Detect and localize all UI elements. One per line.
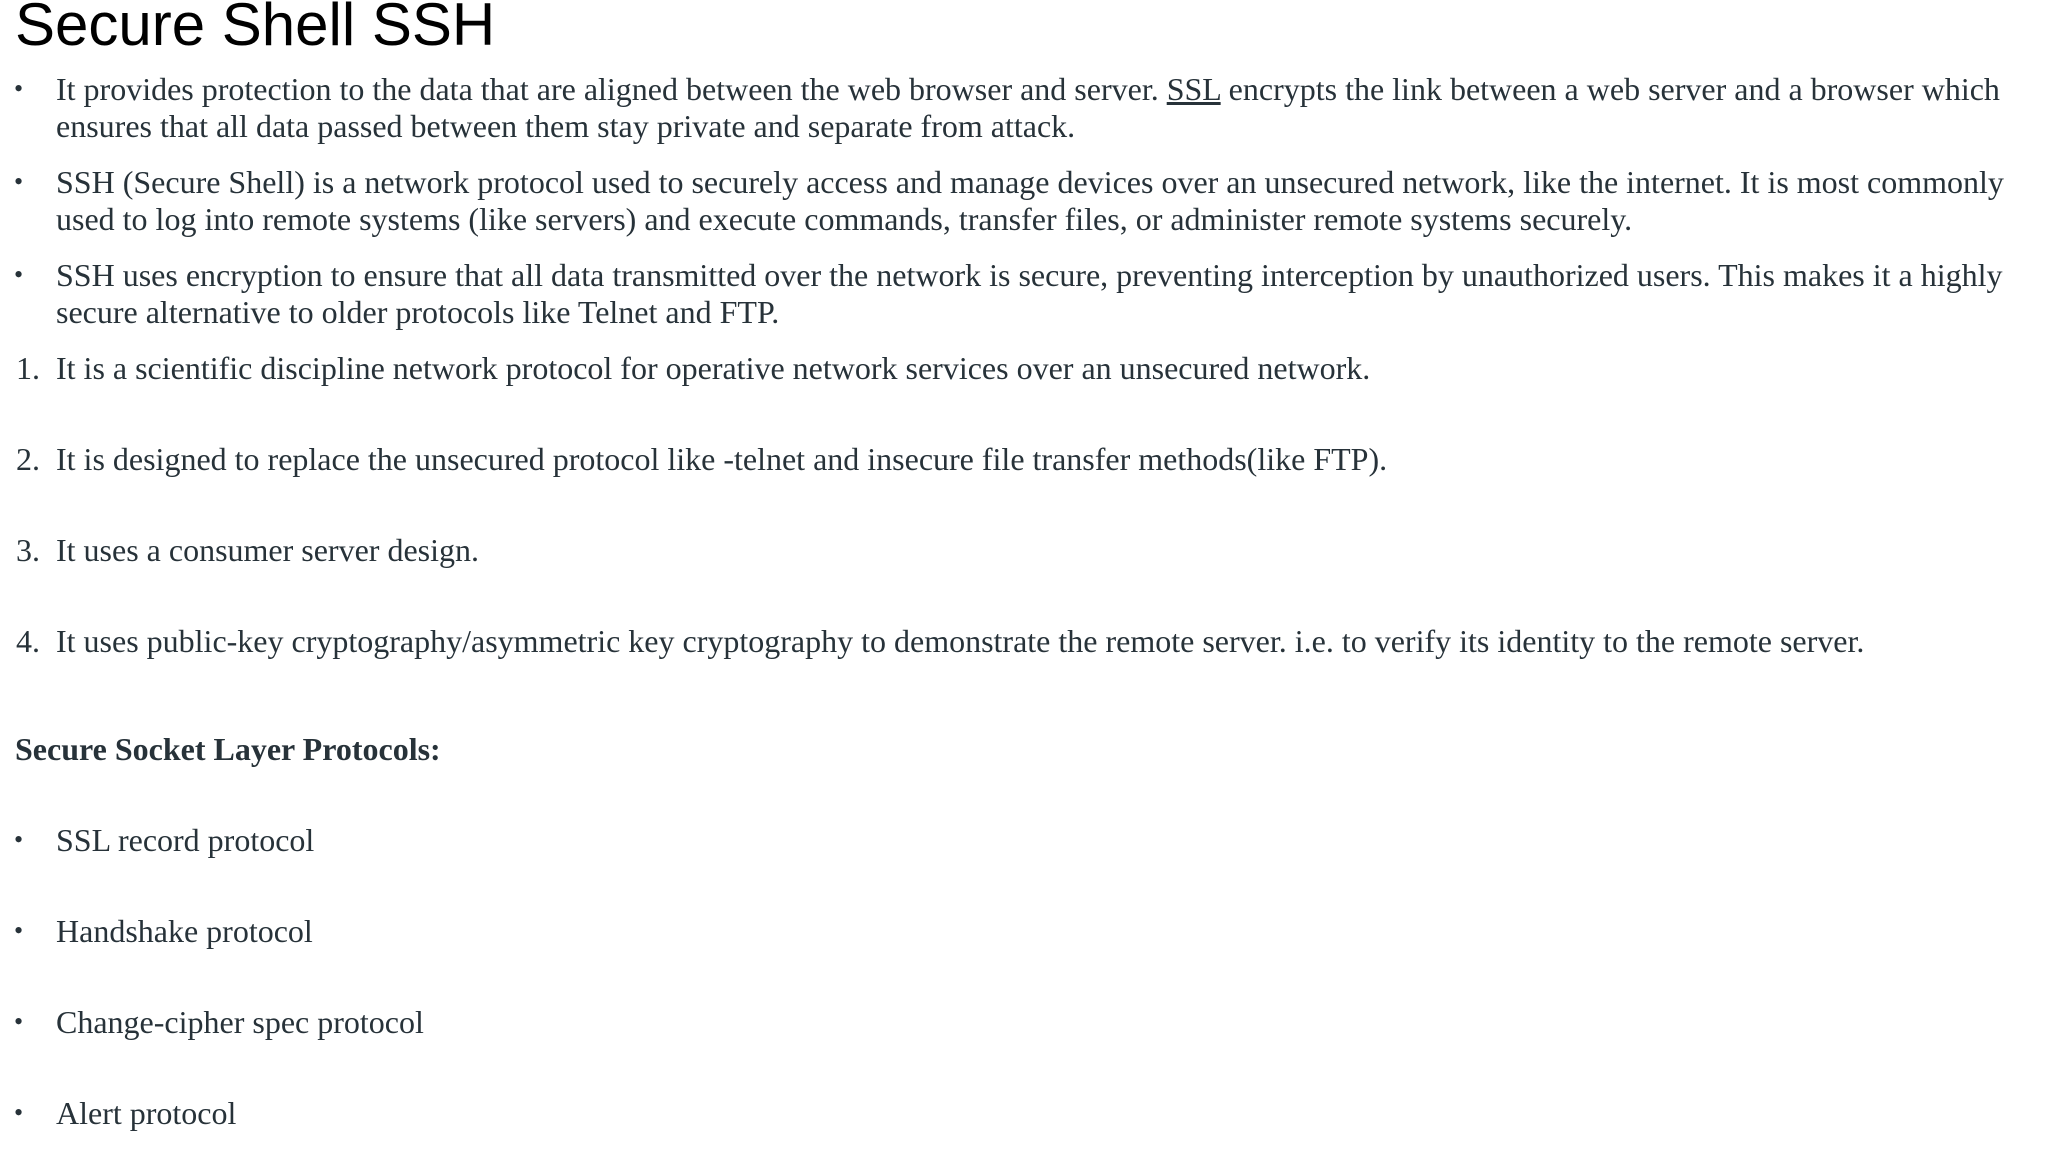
ssl-protocol-item [14, 1004, 2031, 1041]
bullet-marker: • [14, 74, 24, 103]
numbered-text: It is a scientific discipline network protocol for operative network services over an unsecured network. [56, 350, 1371, 386]
number-marker: 3. [16, 532, 40, 568]
numbered-text: It is designed to replace the unsecured protocol like -telnet and insecure file transfer methods(like FTP). [56, 441, 1388, 477]
bullet-item-ssh-encryption [14, 257, 2031, 331]
ssl-protocols-heading: Secure Socket Layer Protocols: [15, 731, 441, 767]
number-marker: 2. [16, 441, 40, 477]
bullet-marker: • [14, 167, 24, 196]
bullet-marker: • [14, 825, 24, 854]
bullet-item-ssh-definition [14, 164, 2031, 238]
numbered-item-2 [16, 441, 2031, 478]
bullet-text: SSH (Secure Shell) is a network protocol used to securely access and manage devices over an unsecured network, like the internet. It is most commonly used to log into remote systems (like servers) and execute commands, transfer files, or administer remote systems securely. [56, 164, 2004, 237]
bullet-marker: • [14, 916, 24, 945]
numbered-text: It uses public-key cryptography/asymmetric key cryptography to demonstrate the remote server. i.e. to verify its identity to the remote server. [56, 623, 1865, 659]
bullet-text-pre: It provides protection to the data that are aligned between the web browser and server. [56, 71, 1167, 107]
ssl-protocol-item [14, 913, 2031, 950]
bullet-text: SSH uses encryption to ensure that all data transmitted over the network is secure, preventing interception by unauthorized users. This makes it a highly secure alternative to older protocols like Telnet and FTP. [56, 257, 2003, 330]
ssl-protocol-text: Change-cipher spec protocol [56, 1004, 424, 1040]
ssl-protocol-item [14, 1095, 2031, 1132]
numbered-item-4 [16, 623, 2031, 660]
ssl-protocol-text: Handshake protocol [56, 913, 313, 949]
ssl-protocol-text: Alert protocol [56, 1095, 237, 1131]
number-marker: 1. [16, 350, 40, 386]
ssl-link[interactable]: SSL [1166, 71, 1221, 107]
numbered-item-3 [16, 532, 2031, 569]
bullet-marker: • [14, 1098, 24, 1127]
slide-title: Secure Shell SSH [15, 0, 496, 58]
numbered-item-1 [16, 350, 2031, 387]
numbered-text: It uses a consumer server design. [56, 532, 479, 568]
number-marker: 4. [16, 623, 40, 659]
bullet-item-ssl-protection [14, 71, 2031, 145]
bullet-marker: • [14, 1007, 24, 1036]
bullet-marker: • [14, 260, 24, 289]
ssl-protocol-text: SSL record protocol [56, 822, 315, 858]
ssl-protocol-item [14, 822, 2031, 859]
bullet-text-post: encrypts the link between a web server and a browser which ensures that all data passed between them stay private and separate from attack. [56, 71, 2000, 144]
